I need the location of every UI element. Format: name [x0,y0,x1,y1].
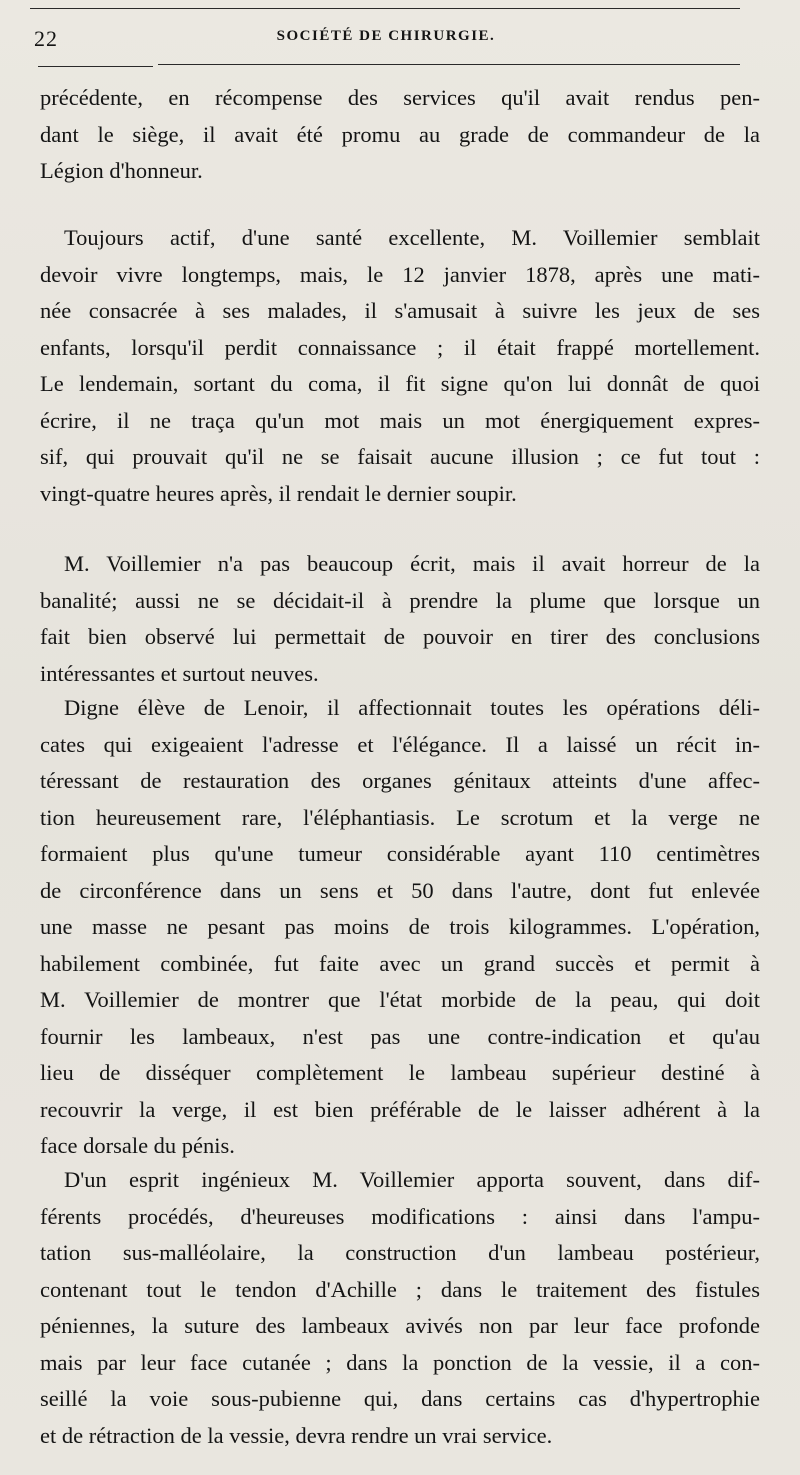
page-number: 22 [34,26,58,51]
header-rule [38,64,740,66]
text-line: recouvrir la verge, il est bien préférable de le laisser adhérent à la [40,1096,760,1122]
page-header [32,24,740,54]
paragraph-5 [40,1162,760,1454]
text-line: M. Voillemier n'a pas beaucoup écrit, mais il avait horreur de la [64,551,760,576]
text-line: précédente, en récompense des services qu'il avait rendus pen- [40,85,760,110]
running-title: SOCIÉTÉ DE CHIRURGIE. [276,28,496,44]
text-line: vingt-quatre heures après, il rendait le dernier soupir. [40,480,517,506]
text-line: lieu de disséquer complètement le lambeau supérieur destiné à [40,1060,760,1085]
text-line: fournir les lambeaux, n'est pas une contre-indication et qu'au [40,1023,760,1049]
paragraph-2 [40,220,760,512]
paragraph-3 [40,546,760,692]
text-line: téressant de restauration des organes génitaux atteints d'une affec- [40,768,760,793]
text-line: fait bien observé lui permettait de pouvoir en tirer des conclusions [40,624,760,649]
text-line: de circonférence dans un sens et 50 dans l'autre, dont fut enlevée [40,877,760,903]
text-line: dant le siège, il avait été promu au grade de commandeur de la [40,121,760,147]
text-line: une masse ne pesant pas moins de trois kilogrammes. L'opération, [40,914,760,939]
text-line: tation sus-malléolaire, la construction d'un lambeau postérieur, [40,1240,760,1265]
text-line: enfants, lorsqu'il perdit connaissance ; il était frappé mortellement. [40,334,760,360]
text-line: habilement combinée, fut faite avec un grand succès et permit à [40,950,760,976]
header-rule-right [158,64,740,65]
text-line: face dorsale du pénis. [40,1133,235,1158]
text-line: férents procédés, d'heureuses modifications : ainsi dans l'ampu- [40,1203,760,1229]
text-line: péniennes, la suture des lambeaux avivés non par leur face profonde [40,1313,760,1338]
text-line: banalité; aussi ne se décidait-il à prendre la plume que lorsque un [40,587,760,613]
text-line: cates qui exigeaient l'adresse et l'élégance. Il a laissé un récit in- [40,731,760,757]
text-line: Le lendemain, sortant du coma, il fit signe qu'on lui donnât de quoi [40,371,760,396]
text-line: et de rétraction de la vessie, devra rendre un vrai service. [40,1422,553,1448]
text-line: seillé la voie sous-pubienne qui, dans certains cas d'hypertrophie [40,1386,760,1411]
text-line: écrire, il ne traça qu'un mot mais un mot énergiquement expres- [40,407,760,433]
text-line: intéressantes et surtout neuves. [40,660,319,686]
text-line: mais par leur face cutanée ; dans la ponction de la vessie, il a con- [40,1349,760,1375]
text-line: née consacrée à ses malades, il s'amusait à suivre les jeux de ses [40,298,760,323]
text-line: sif, qui prouvait qu'il ne se faisait aucune illusion ; ce fut tout : [40,444,760,469]
text-line: M. Voillemier de montrer que l'état morbide de la peau, qui doit [40,987,760,1012]
text-line: Légion d'honneur. [40,158,203,183]
text-line: Toujours actif, d'une santé excellente, M. Voillemier semblait [64,225,760,250]
text-line: contenant tout le tendon d'Achille ; dans le traitement des fistules [40,1276,760,1302]
paragraph-4 [40,690,760,1165]
text-line: tion heureusement rare, l'éléphantiasis. Le scrotum et la verge ne [40,804,760,830]
top-rule [30,8,740,9]
text-line: D'un esprit ingénieux M. Voillemier apporta souvent, dans dif- [64,1167,760,1192]
text-line: formaient plus qu'une tumeur considérable ayant 110 centimètres [40,841,760,866]
text-line: Digne élève de Lenoir, il affectionnait toutes les opérations déli- [64,695,760,720]
paragraph-1 [40,80,760,190]
text-line: devoir vivre longtemps, mais, le 12 janvier 1878, après une mati- [40,261,760,287]
header-rule-left [38,66,153,67]
